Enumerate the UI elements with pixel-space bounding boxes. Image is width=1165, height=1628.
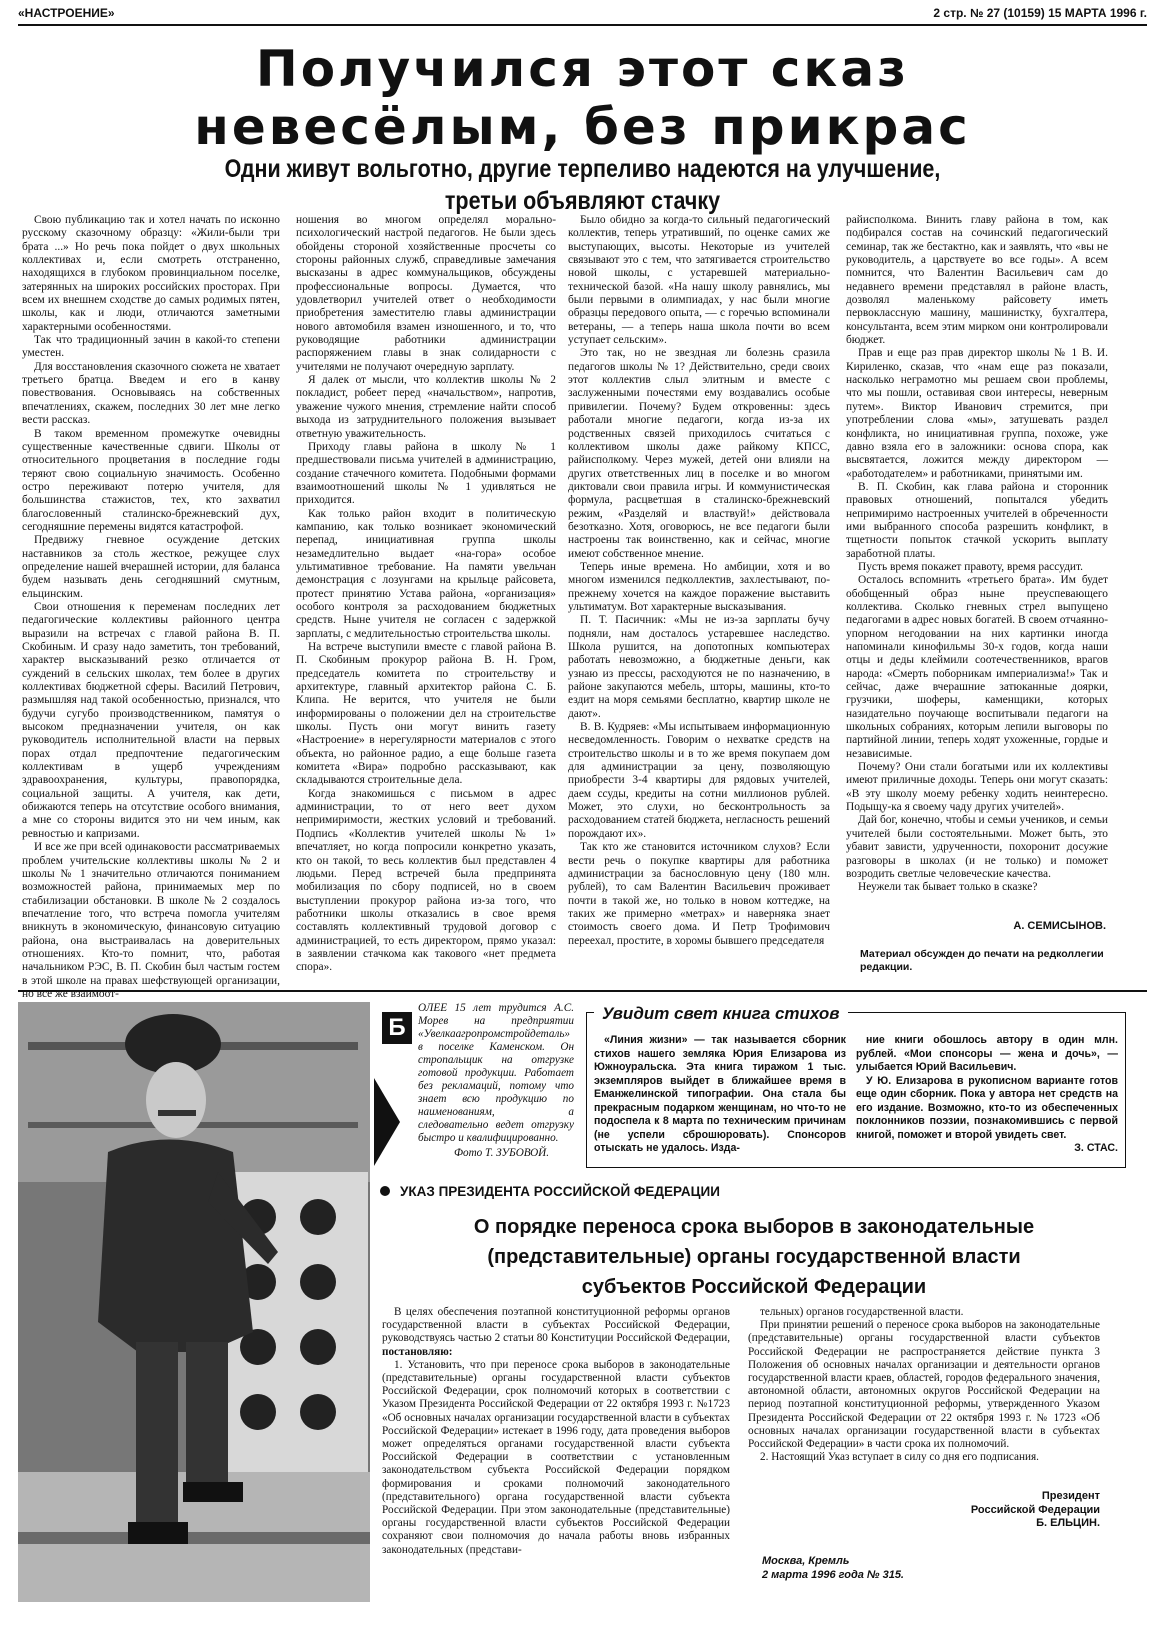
paragraph: Почему? Они стали богатыми или их коллективы имеют приличные доходы. Теперь они могут сказать: «В эту школу моему ребенку ходить неинтересно. Подыщу-ка я своему чаду других учителей».	[846, 761, 1108, 814]
article-column-3	[568, 214, 830, 980]
paragraph: В целях обеспечения поэтапной конституционной реформы органов государственной власти в субъектах Российской Федерации, руководствуясь частью 2 статьи 80 Конституции Российской Федерации, постановляю:	[382, 1306, 730, 1358]
paragraph: Приходу главы района в школу № 1 предшествовали письма учителей в администрацию, создание стачечного комитета. Подобными формами взаимоотношений школы № 1 удивляться не приходится.	[296, 440, 556, 507]
section-divider	[18, 990, 1147, 992]
paragraph: тельных) органов государственной власти.	[760, 1306, 964, 1318]
article-column-1	[22, 214, 280, 1000]
newspaper-name: «НАСТРОЕНИЕ»	[18, 6, 115, 20]
article-title-line-1: Получился этот сказ	[255, 40, 910, 98]
paragraph: Неужели так бывает только в сказке?	[858, 881, 1038, 894]
paragraph: Так что традиционный зачин в какой-то степени уместен.	[22, 334, 280, 360]
paragraph: И все же при всей одинаковости рассматриваемых проблем учительские коллективы школы № 2 и школы № 1 значительно отличаются пониманием возможностей района, принимаемых мер по стабилизации обстановки. В школе № 2 создалось впечатление того, что встреча помогла учителям вникнуть в экономическую, финансовую ситуацию района, она выстраивалась на доверительных отношениях. Кто-то помнит, что, работая начальником РЭС, В. П. Скобин был частым гостем в этой школе на правах шефствующей организации, но все же взаимоот-	[22, 841, 280, 1000]
dropcap: Б	[382, 1012, 412, 1044]
article-subtitle-line-2: третьи объявляют стачку	[444, 187, 721, 215]
paragraph: П. Т. Пасичник: «Мы не из-за зарплаты бучу подняли, нам досталось устаревшее наследство. Школа рушится, на допотопных компьютерах работать невозможно, а бюджетные деньги, как узнаю из прессы, расходуются не по назначению, в районе закупаются мебель, шторы, машины, кто-то ездит на моря семьями бесплатно, квартир школе не дают».	[568, 614, 830, 720]
paragraph: Дай бог, конечно, чтобы и семьи учеников, и семьи учителей были состоятельными. Может быть, это убавит зависти, удрученности, похоронит досужие разговоры в школах (и не только) и поможет возродить светлые человеческие качества.	[846, 814, 1108, 880]
poem-notice-title: Увидит свет книга стихов	[594, 1004, 848, 1024]
article-title-line-2: невесёлым, без прикрас	[194, 98, 971, 156]
arrow-right-icon	[374, 1078, 400, 1166]
paragraph: Теперь иные времена. Но амбиции, хотя и во многом изменился педколлектив, захлестывают, по-прежнему хочется на каждое поражение выставить ультиматум. Вот характерные высказывания.	[568, 560, 830, 613]
paragraph: Прав и еще раз прав директор школы № 1 В. И. Кириленко, сказав, что «нам еще раз показали, насколько неграмотно мы решаем свои проблемы, что мы пошли, оставивая свои интересы, неверным путем». Виктор Иванович стремится, при употреблении слова «мы», затушевать раздел конфликта, но инициативная группа, похоже, уже давно взяла его в заложники: основа спора, как высвятается, ложится между директором — «работодателем» и работниками, принятыми им.	[846, 347, 1108, 480]
poem-notice-column-2	[856, 1034, 1118, 1162]
masthead-rule	[18, 24, 1147, 26]
photo-illustration	[18, 1002, 370, 1602]
paragraph: Когда знакомишься с письмом в адрес администрации, то от него веет духом непримиримости, жестких условий и требований. Подпись «Коллектив учителей школы № 1» впечатляет, но когда попросили конкретно указать, кто он такой, то весь коллектив был представлен 4 людьми. Перед встречей была предпринята мобилизация по сбору подписей, но в своем выступлении прокурор района из-за того, что работники школы отказались в свое время составлять коллективный трудовой договор с администрацией, то есть директором, прямо указал: в заявлении стачкома как такового «нет предмета спора».	[296, 787, 556, 974]
paragraph: Осталось вспомнить «третьего брата». Им будет обобщенный образ ныне преуспевающего коллектива. Сколько гневных стрел выпущено педагогами в адрес новых богатей. В своем отчаянно-упорном негодовании на них картинки иногда напоминали кинофильмы 30-х годов, когда наши отцы и деды клеймили соотечественников, врагов народа: «Смерть поборникам империализма!» Так и сейчас, даже вчерашние затюканные доярки, грузчики, шоферы, каменщики, которых назидательно поучающе воспитывали педагоги на школьных собраниях, которым лепили выговоры по партийной линии, теперь ходят ухоженные, гордые и независимые.	[846, 574, 1108, 760]
paragraph: Пусть время покажет правоту, время рассудит.	[858, 560, 1083, 573]
paragraph: Так кто же становится источником слухов? Если вести речь о покупке квартиры для работника администрации за баснословную цену (180 млн. рублей), то сам Валентин Васильевич проживает почти в такой же, но только в новом коттедже, на таких же примерно «метрах» и наверняка знает стоимость своего дома. И Петр Трофимович переехал, простите, в хоромы бывшего председателя	[568, 841, 830, 947]
poem-notice-column-1	[594, 1034, 846, 1162]
paragraph: 2. Настоящий Указ вступает в силу со дня его подписания.	[760, 1451, 1039, 1464]
paragraph: В таком временном промежутке очевидны существенные качественные сдвиги. Школы от относительного процветания в последние годы теряют свою социальную значимость. Особенно остро переживают потерю учителя, для большинства стажистов, тех, кто захватил благословенный сталинско-брежневский дух, сегодняшние перемены видятся катастрофой.	[22, 427, 280, 533]
paragraph: Предвижу гневное осуждение детских наставников за столь жесткое, режущее слух определение нашей вчерашней истории, для баланса будем называть день сегодняшний смутным, ельцинским.	[22, 534, 280, 600]
decree-column-2	[748, 1306, 1100, 1476]
paragraph: Как только район входит в политическую кампанию, как только возникает экономический перепад, инициативная группа школы незамедлительно выдает «на-гора» особое ультимативное требование. На памяти увельчан демонстрация с лозунгами на крыльце райсовета, протест принятию Устава района, «организация» особого контроля за расходованием бюджетных средств. Ныне учителя не согласен с задержкой зарплаты, с медлительностью строительства школы.	[296, 507, 556, 640]
bullet-icon	[380, 1186, 390, 1196]
paragraph: райисполкома. Винить главу района в том, как подбирался состав на сочинский педагогический семинар, так же бестактно, как и заявлять, что «вы не руководитель, а царствуете во все годы». А всем помнится, что Валентин Васильевич сам до недавнего времени представлял в районе власть, дозволял маленькому райсовету иметь первоклассную машину, машинистку, бухгалтера, консультанта, всем этим мирком они контролировали бюджет.	[846, 214, 1108, 347]
paragraph: В. В. Кудряев: «Мы испытываем информационную несведомленность. Говорим о нехватке средств на строительство школы и в то же время покупаем дом для администрации за цену, позволяющую приобрести 3-4 квартиры для рядовых учителей, даем ссуды, кредиты на сотни миллионов рублей. Может, это слухи, но бесконтрольность за расходованием статей бюджета, негласность решений порождают их».	[568, 721, 830, 840]
poem-author: З. СТАС.	[1074, 1142, 1118, 1154]
decree-place-date: Москва, Кремль 2 марта 1996 года № 315.	[762, 1555, 904, 1581]
decree-heading: УКАЗ ПРЕЗИДЕНТА РОССИЙСКОЙ ФЕДЕРАЦИИ	[380, 1184, 720, 1199]
article-column-4	[846, 214, 1108, 904]
article-note: Материал обсужден до печати на редколлегии редакции.	[860, 948, 1104, 973]
article-column-2	[296, 214, 556, 980]
paragraph: ношения во многом определял морально-психологический настрой педагогов. Не были здесь обойдены стороной хозяйственные просчеты со стороны районных служб, справедливые замечания высказаны в адрес коммунальщиков, обсуждены профессиональные вопросы. Думается, что удовлетворил учителей ответ о необходимости приобретения заместителю главы администрации нового автомобиля взамен изношенного, и то, что руководящие работники администрации распоряжением главы в знак солидарности с учителями не получают очередную зарплату.	[296, 214, 556, 373]
masthead	[18, 6, 1147, 24]
paragraph: Было обидно за когда-то сильный педагогический коллектив, теперь утративший, по оценке самих же выступающих, высоты. Некоторые из учителей связывают это с тем, что затягивается строительство новой школы, с устаревшей материально-технической базой. «На нашу школу равнялись, мы были первыми в олимпиадах, у нас были многие образцы передового опыта, — с горечью вспоминали ветераны, — а теперь наша школа почти во всем уступает сельским».	[568, 214, 830, 347]
paragraph: На встрече выступили вместе с главой района В. П. Скобиным прокурор района В. Н. Гром, председатель комитета по строительству и архитектуре, главный архитектор района С. Б. Клипа. Не верится, что учителя не были информированы о положении дел на строительстве школы. Пусть они могут винить газету «Настроение» в нерегулярности материалов с этого объекта, но районное радио, а еще больше газета комитета «Вира» подробно рассказывают, как складываются строительные дела.	[296, 641, 556, 787]
paragraph: ние книги обошлось автору в один млн. рублей. «Мои спонсоры — жена и дочь», — улыбается Юрий Васильевич.	[856, 1034, 1118, 1073]
paragraph: Я далек от мысли, что коллектив школы № 2 покладист, робеет перед «начальством», напротив, уважение чужого мнения, стремление найти способ выхода из затруднительного положения вызывает ответную уважительность.	[296, 374, 556, 440]
photo-credit: Фото Т. ЗУБОВОЙ.	[454, 1147, 550, 1159]
issue-info: 2 стр. № 27 (10159) 15 МАРТА 1996 г.	[933, 6, 1147, 20]
paragraph: Свою публикацию так и хотел начать по исконно русскому сказочному образцу: «Жили-были три брата ...» Но речь пока пойдет о двух школьных коллективах и, если смотреть отстраненно, находящихся в глубоком провинциальном поселке, затерянных на широких российских просторах. При всем их внешнем сходстве до самых родимых пятен, школы, как и люди, отличаются заметными характерными особенностями.	[22, 214, 280, 333]
article-subtitle-line-1: Одни живут вольготно, другие терпеливо надеются на улучшение,	[224, 155, 941, 183]
paragraph: «Линия жизни» — так называется сборник стихов нашего земляка Юрия Елизарова из Южноуральска. Эта книга тиражом 1 тыс. экземпляров выйдет в ближайшее время в Еманжелинской типографии. Она стала бы прекрасным подарком женщинам, но что-то не подоспела к 8 марта по техническим причинам (не успели сброшюровать). Спонсоров отыскать не удалось. Изда-	[594, 1034, 846, 1154]
worker-photo	[18, 1002, 370, 1602]
decree-signature: Президент Российской Федерации Б. ЕЛЬЦИН.	[970, 1490, 1100, 1529]
paragraph: У Ю. Елизарова в рукописном варианте готов еще один сборник. Пока у автора нет средств на его издание. Возможно, кто-то из обеспеченных поклонников поэзии, познакомившись с первой книгой, поможет и второй увидеть свет.	[856, 1074, 1118, 1141]
paragraph: В. П. Скобин, как глава района и сторонник правовых отношений, попытался убедить непримиримо настроенных учителей в обреченности ими выбранного способа разрешить конфликт, в тщетности попыток стачкой ускорить выплату заработной платы.	[846, 480, 1108, 560]
photo-caption	[418, 1002, 574, 1160]
article-author: А. СЕМИСЫНОВ.	[1013, 920, 1106, 932]
paragraph: При принятии решений о переносе срока выборов на законодательные (представительные) органы государственной власти субъектов Российской Федерации не распространяется действие пункта 3 Положения об основных началах организации и деятельности органов государственной власти краев, областей, городов федерального значения, автономной области, автономных округов Российской Федерации на период поэтапной конституционной реформы, утвержденного Указом Президента Российской Федерации от 22 октября 1993 г. № 1723 «Об основных началах организации государственной власти в субъектах Российской Федерации» в части срока их полномочий.	[748, 1319, 1100, 1451]
decree-column-1	[382, 1306, 730, 1556]
paragraph: Для восстановления сказочного сюжета не хватает третьего братца. Введем и его в канву повествования. Основываясь на собственных впечатлениях, скажем, последних 30 лет мне легко вести рассказ.	[22, 360, 280, 427]
paragraph: Свои отношения к переменам последних лет педагогические коллективы районного центра выразили на встречах с главой района В. П. Скобиным. И сразу надо заметить, тон требований, характер высказываний резко отличается от суждений в сельских школах, тем более в других коллективах бюджетной сферы. Василий Петрович, размышляя над такой особенностью, признался, что будучи сугубо производственником, памятуя о высоком предназначении учителя, он как руководитель исполнительной власти на первых порах отдал предпочтение педагогическим коллективам в ущерб учреждениям здравоохранения, культуры, правопорядка, социальной защиты. А учителя, как дети, обижаются теперь на отсутствие особого внимания, а мне со стороны видится это ни чем иным, как ревностью и капризами.	[22, 600, 280, 840]
decree-title: О порядке переноса срока выборов в законодательные (представительные) органы государственной власти субъектов Российской Федерации	[473, 1216, 1035, 1298]
paragraph: 1. Установить, что при переносе срока выборов в законодательные (представительные) органы государственной власти субъектов Российской Федерации, срок полномочий которых в соответствии с Указом Президента Российской Федерации от 22 октября 1993 г. №1723 «Об основных началах организации государственной власти в субъектах Российской Федерации» истекает в 1996 году, дата проведения выборов может определяться органами государственной власти субъекта Российской Федерации в соответствии с установленным законодательством субъекта Российской Федерации порядком формирования и сроками полномочий законодательного (представительного) органа государственной власти субъекта Российской Федерации. При этом законодательные (представительные) органы государственной власти субъектов Российской Федерации сохраняют свои полномочия до начала работы вновь избранных законодательных (представи-	[382, 1358, 730, 1556]
caption-text: ОЛЕЕ 15 лет трудится А.С. Морев на предприятии «Увелкаагропромстройдеталь» в поселке Каменском. Он стропальщик на отгрузке готовой продукции. Работает без рекламаций, потому что знает всю продукцию по наименованиям, а следовательно ведет отгрузку быстро и квалифицированно.	[418, 1002, 574, 1144]
paragraph: Это так, но не звездная ли болезнь сразила педагогов школы № 1? Действительно, среди своих этот коллектив слыл элитным и вместе с заслуженными почестями ему воздавались особые привилегии. Почему? Будем откровенны: здесь работали многие педагоги, когда из-за их родственных связей приходилось считаться с коллективом школы даже райкому КПСС, райисполкому. Через мужей, детей они влияли на других ответственных лиц в поселке и во многом диктовали свои правила игры. И коммунистическая формула, расцветшая в сталинско-брежневский режим, «Разделяй и властвуй!» действовала безотказно. Хотя, оговорюсь, не все педагоги были настроены так воинственно, как и сейчас, многие имеют собственное мнение.	[568, 347, 830, 560]
